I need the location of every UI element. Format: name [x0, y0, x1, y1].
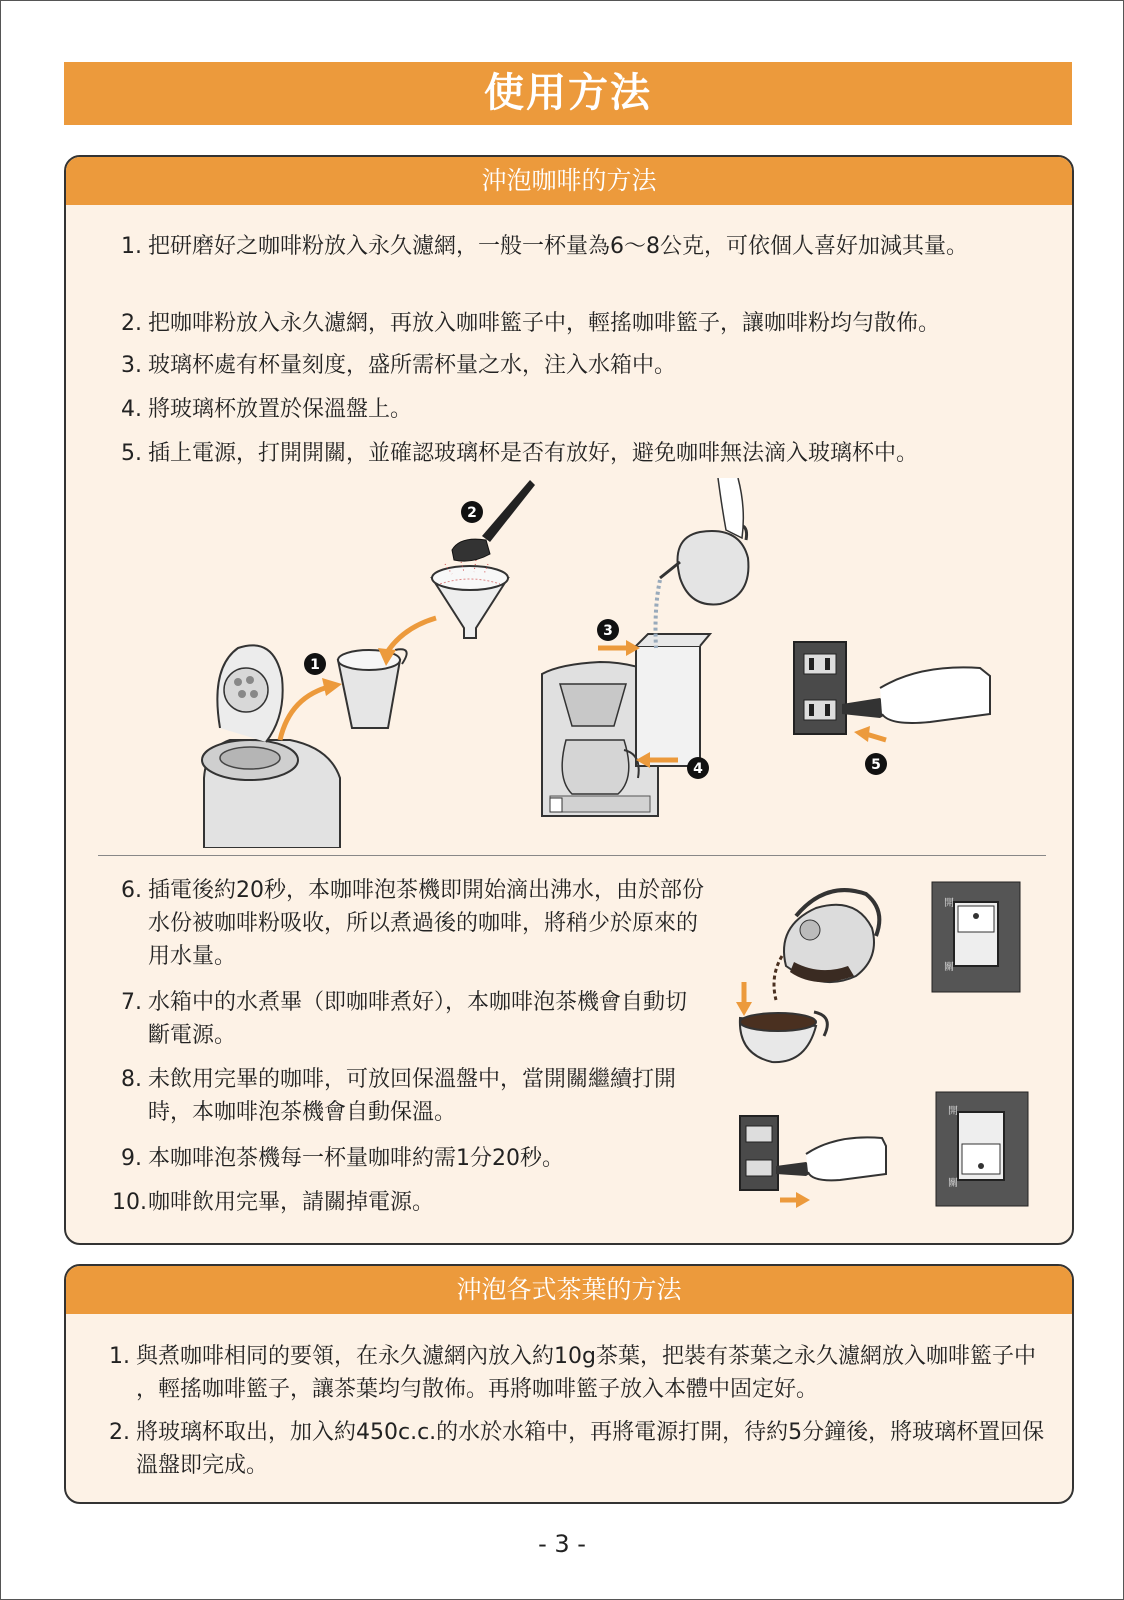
unplug-hand-icon	[776, 1137, 886, 1180]
coffee-step-6	[112, 874, 708, 973]
step-text: 玻璃杯處有杯量刻度，盛所需杯量之水，注入水箱中。	[148, 353, 677, 378]
step-text: 水箱中的水煮畢（即咖啡煮好），本咖啡泡茶機會自動切斷電源。	[148, 990, 688, 1048]
switch-on-label: 開	[948, 1106, 958, 1117]
step-text: 插上電源，打開開關，並確認玻璃杯是否有放好，避免咖啡無法滴入玻璃杯中。	[148, 441, 919, 466]
serving-illustration	[736, 876, 1030, 1216]
step-text: 插電後約20秒，本咖啡泡茶機即開始滴出沸水，由於部份水份被咖啡粉吸收，所以煮過後的咖啡，將稍少於原來的用水量。	[148, 878, 704, 969]
page-title: 使用方法	[64, 62, 1072, 125]
wall-outlet-icon	[740, 1116, 778, 1190]
coffee-step-1	[112, 230, 1032, 263]
step-number: 9.	[121, 1146, 142, 1171]
step-text: 把咖啡粉放入永久濾網，再放入咖啡籃子中，輕搖咖啡籃子，讓咖啡粉均勻散佈。	[148, 311, 941, 336]
permanent-filter	[432, 558, 508, 638]
arrow-icon	[866, 734, 886, 740]
step-number: 1.	[109, 1344, 130, 1369]
section-divider	[98, 855, 1046, 856]
tea-step-1	[100, 1340, 1050, 1406]
coffee-step-10	[112, 1186, 708, 1219]
coffee-step-5	[112, 437, 1042, 470]
step-number: 5.	[121, 441, 142, 466]
tea-step-2	[100, 1416, 1050, 1482]
step-number: 4.	[121, 397, 142, 422]
arrow-head-icon	[736, 1002, 752, 1016]
page-number: - 3 -	[538, 1530, 586, 1558]
step-text: 將玻璃杯放置於保溫盤上。	[148, 397, 413, 422]
arrow-icon	[386, 618, 436, 654]
step-marker-2-label: 2	[467, 505, 477, 521]
step-text: 本咖啡泡茶機每一杯量咖啡約需1分20秒。	[148, 1146, 564, 1171]
arrow-icon	[280, 686, 332, 740]
wall-outlet-icon	[794, 642, 846, 734]
step-text: 咖啡飲用完畢，請關掉電源。	[148, 1190, 435, 1215]
coffee-maker	[542, 634, 710, 816]
coffee-pot-pouring	[774, 890, 879, 1000]
switch-off-label: 關	[948, 1178, 958, 1189]
coffee-cup-icon	[740, 1012, 827, 1062]
coffee-step-9	[112, 1142, 708, 1175]
tea-section-header: 沖泡各式茶葉的方法	[66, 1266, 1072, 1314]
step-marker-4-label: 4	[693, 761, 703, 777]
step-number: 10.	[112, 1190, 147, 1215]
power-switch-on-icon	[932, 882, 1020, 992]
water-kettle	[656, 478, 749, 648]
coffee-step-3	[112, 349, 1032, 382]
step-number: 7.	[121, 990, 142, 1015]
power-plug-hand-icon	[842, 667, 990, 723]
step-number: 8.	[121, 1067, 142, 1092]
step-text: 與煮咖啡相同的要領，在永久濾網內放入約10g茶葉，把裝有茶葉之永久濾網放入咖啡籃子中 ，輕搖咖啡籃子，讓茶葉均勻散佈。再將咖啡籃子放入本體中固定好。	[136, 1344, 1036, 1402]
arrow-head-icon	[854, 726, 870, 742]
step-number: 2.	[109, 1420, 130, 1445]
coffee-step-4	[112, 393, 1032, 426]
arrow-head-icon	[796, 1192, 810, 1208]
coffee-basket	[338, 649, 407, 728]
measuring-scoop	[452, 480, 535, 561]
step-marker-5-label: 5	[871, 757, 881, 773]
step-text: 把研磨好之咖啡粉放入永久濾網，一般一杯量為6～8公克，可依個人喜好加減其量。	[148, 234, 968, 259]
switch-on-label: 開	[944, 898, 954, 909]
coffee-section-header: 沖泡咖啡的方法	[66, 157, 1072, 205]
step-number: 6.	[121, 878, 142, 903]
step-marker-3-label: 3	[603, 623, 613, 639]
step-number: 1.	[121, 234, 142, 259]
step-number: 3.	[121, 353, 142, 378]
coffee-step-2	[112, 307, 1042, 340]
coffee-maker-open-lid	[202, 645, 340, 848]
step-text: 未飲用完畢的咖啡，可放回保溫盤中，當開關繼續打開時，本咖啡泡茶機會自動保溫。	[148, 1067, 677, 1125]
power-switch-off-icon	[936, 1092, 1028, 1206]
coffee-step-8	[112, 1063, 708, 1129]
step-marker-1-label: 1	[310, 657, 320, 673]
step-text: 將玻璃杯取出，加入約450c.c.的水於水箱中，再將電源打開，待約5分鐘後，將玻璃杯置回保溫盤即完成。	[136, 1420, 1045, 1478]
coffee-step-7	[112, 986, 708, 1052]
switch-off-label: 關	[944, 962, 954, 973]
brewing-steps-illustration	[190, 478, 1020, 848]
step-number: 2.	[121, 311, 142, 336]
arrow-head-icon	[322, 678, 342, 696]
